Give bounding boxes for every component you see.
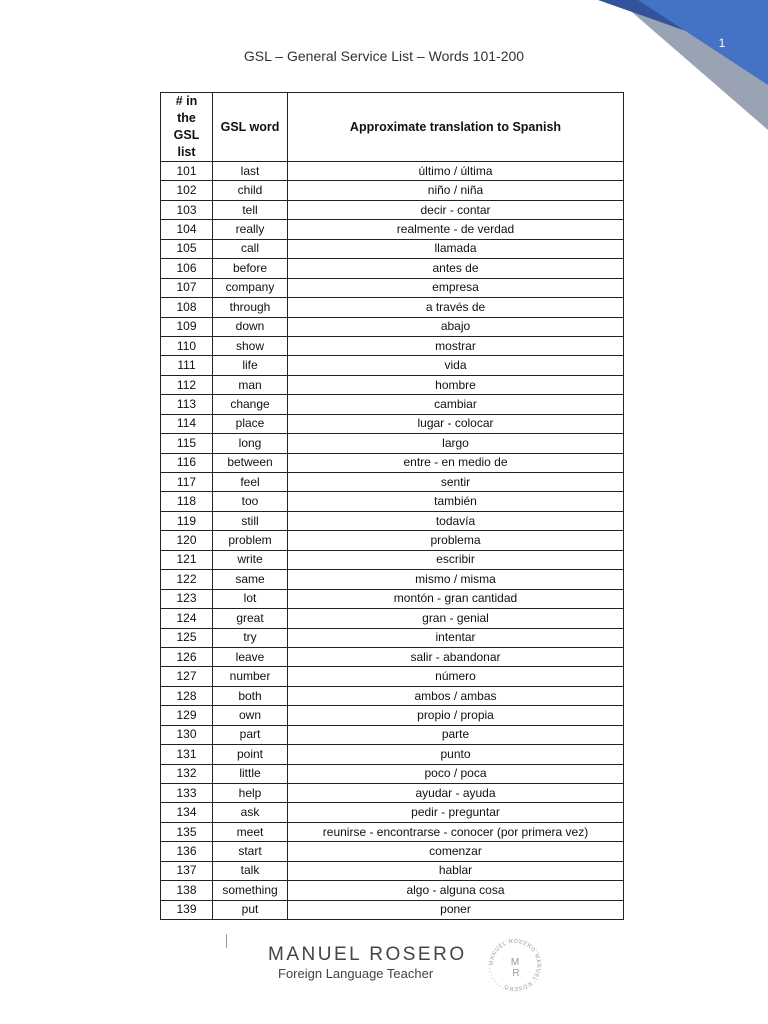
- table-row: [161, 434, 624, 453]
- cell-word: long: [213, 434, 288, 453]
- cell-word: same: [213, 570, 288, 589]
- cell-word: help: [213, 784, 288, 803]
- cell-translation: cambiar: [288, 395, 624, 414]
- cell-word: place: [213, 414, 288, 433]
- cell-number: 102: [161, 181, 213, 200]
- cell-translation: niño / niña: [288, 181, 624, 200]
- cell-word: talk: [213, 861, 288, 880]
- cell-word: ask: [213, 803, 288, 822]
- cell-number: 121: [161, 550, 213, 569]
- cell-translation: poner: [288, 900, 624, 919]
- header-translation: Approximate translation to Spanish: [288, 93, 624, 162]
- table-row: [161, 473, 624, 492]
- cell-translation: intentar: [288, 628, 624, 647]
- cell-number: 116: [161, 453, 213, 472]
- cell-number: 114: [161, 414, 213, 433]
- cell-word: between: [213, 453, 288, 472]
- cell-translation: salir - abandonar: [288, 647, 624, 666]
- cell-number: 104: [161, 220, 213, 239]
- cell-number: 133: [161, 784, 213, 803]
- author-name: MANUEL ROSERO: [268, 944, 467, 965]
- cell-number: 110: [161, 336, 213, 355]
- table-row: [161, 492, 624, 511]
- cell-word: still: [213, 511, 288, 530]
- cell-translation: gran - genial: [288, 609, 624, 628]
- table-row: [161, 375, 624, 394]
- cell-translation: antes de: [288, 259, 624, 278]
- cell-number: 134: [161, 803, 213, 822]
- cell-number: 123: [161, 589, 213, 608]
- table-row: [161, 259, 624, 278]
- header-word: GSL word: [213, 93, 288, 162]
- cell-word: start: [213, 842, 288, 861]
- page-number: 1: [718, 36, 726, 50]
- cell-word: really: [213, 220, 288, 239]
- cell-number: 106: [161, 259, 213, 278]
- cell-translation: largo: [288, 434, 624, 453]
- table-row: [161, 317, 624, 336]
- table-row: [161, 842, 624, 861]
- cell-word: point: [213, 745, 288, 764]
- cell-number: 130: [161, 725, 213, 744]
- table-row: [161, 550, 624, 569]
- cell-number: 125: [161, 628, 213, 647]
- author-seal-logo: [487, 937, 543, 993]
- cell-number: 117: [161, 473, 213, 492]
- table-row: [161, 764, 624, 783]
- table-row: [161, 298, 624, 317]
- cell-number: 129: [161, 706, 213, 725]
- table-row: [161, 647, 624, 666]
- table-row: [161, 822, 624, 841]
- cell-translation: hombre: [288, 375, 624, 394]
- table-row: [161, 511, 624, 530]
- cell-word: call: [213, 239, 288, 258]
- cell-translation: hablar: [288, 861, 624, 880]
- cell-translation: abajo: [288, 317, 624, 336]
- table-row: [161, 162, 624, 181]
- cell-word: child: [213, 181, 288, 200]
- table-row: [161, 881, 624, 900]
- table-row: [161, 745, 624, 764]
- cell-word: life: [213, 356, 288, 375]
- cell-number: 127: [161, 667, 213, 686]
- cell-word: tell: [213, 200, 288, 219]
- cell-number: 115: [161, 434, 213, 453]
- table-row: [161, 239, 624, 258]
- table-row: [161, 628, 624, 647]
- table-row: [161, 686, 624, 705]
- cell-word: own: [213, 706, 288, 725]
- table-row: [161, 356, 624, 375]
- table-row: [161, 609, 624, 628]
- cell-number: 135: [161, 822, 213, 841]
- svg-text:R: R: [512, 968, 520, 979]
- cell-translation: también: [288, 492, 624, 511]
- cell-number: 139: [161, 900, 213, 919]
- cell-translation: todavía: [288, 511, 624, 530]
- cell-number: 101: [161, 162, 213, 181]
- cell-translation: ambos / ambas: [288, 686, 624, 705]
- cell-word: both: [213, 686, 288, 705]
- cell-number: 122: [161, 570, 213, 589]
- cell-word: company: [213, 278, 288, 297]
- cell-translation: poco / poca: [288, 764, 624, 783]
- header-number: # in the GSL list: [161, 93, 213, 162]
- table-row: [161, 336, 624, 355]
- cell-translation: ayudar - ayuda: [288, 784, 624, 803]
- cell-number: 103: [161, 200, 213, 219]
- cell-translation: empresa: [288, 278, 624, 297]
- author-role: Foreign Language Teacher: [278, 966, 434, 981]
- cell-number: 109: [161, 317, 213, 336]
- table-row: [161, 395, 624, 414]
- cell-word: problem: [213, 531, 288, 550]
- table-header-row: [161, 93, 624, 162]
- cell-translation: a través de: [288, 298, 624, 317]
- cell-word: write: [213, 550, 288, 569]
- cell-translation: vida: [288, 356, 624, 375]
- cell-word: number: [213, 667, 288, 686]
- svg-text:MANUEL ROSERO MANUEL ROSERO: MANUEL ROSERO MANUEL ROSERO: [488, 938, 542, 992]
- cell-number: 119: [161, 511, 213, 530]
- table-row: [161, 803, 624, 822]
- svg-text:M: M: [510, 957, 520, 968]
- cell-word: try: [213, 628, 288, 647]
- cell-translation: llamada: [288, 239, 624, 258]
- gsl-word-table: [160, 92, 624, 920]
- cell-word: last: [213, 162, 288, 181]
- cell-number: 107: [161, 278, 213, 297]
- cell-word: something: [213, 881, 288, 900]
- table-row: [161, 784, 624, 803]
- cell-number: 111: [161, 356, 213, 375]
- footer-divider: [226, 934, 227, 948]
- cell-word: before: [213, 259, 288, 278]
- cell-number: 126: [161, 647, 213, 666]
- cell-word: lot: [213, 589, 288, 608]
- cell-translation: decir - contar: [288, 200, 624, 219]
- table-row: [161, 589, 624, 608]
- cell-number: 138: [161, 881, 213, 900]
- table-row: [161, 900, 624, 919]
- table-row: [161, 570, 624, 589]
- cell-translation: propio / propia: [288, 706, 624, 725]
- cell-word: too: [213, 492, 288, 511]
- cell-number: 120: [161, 531, 213, 550]
- cell-word: meet: [213, 822, 288, 841]
- cell-word: feel: [213, 473, 288, 492]
- cell-word: show: [213, 336, 288, 355]
- cell-number: 124: [161, 609, 213, 628]
- cell-word: through: [213, 298, 288, 317]
- table-row: [161, 453, 624, 472]
- cell-translation: parte: [288, 725, 624, 744]
- cell-number: 112: [161, 375, 213, 394]
- cell-number: 118: [161, 492, 213, 511]
- cell-translation: algo - alguna cosa: [288, 881, 624, 900]
- cell-word: man: [213, 375, 288, 394]
- table-row: [161, 181, 624, 200]
- cell-translation: montón - gran cantidad: [288, 589, 624, 608]
- table-row: [161, 725, 624, 744]
- cell-number: 131: [161, 745, 213, 764]
- cell-number: 105: [161, 239, 213, 258]
- table-row: [161, 861, 624, 880]
- cell-translation: sentir: [288, 473, 624, 492]
- cell-translation: problema: [288, 531, 624, 550]
- table-row: [161, 220, 624, 239]
- cell-word: put: [213, 900, 288, 919]
- cell-translation: lugar - colocar: [288, 414, 624, 433]
- cell-translation: comenzar: [288, 842, 624, 861]
- cell-number: 108: [161, 298, 213, 317]
- cell-number: 137: [161, 861, 213, 880]
- cell-translation: entre - en medio de: [288, 453, 624, 472]
- cell-word: leave: [213, 647, 288, 666]
- cell-number: 136: [161, 842, 213, 861]
- cell-number: 113: [161, 395, 213, 414]
- table-row: [161, 531, 624, 550]
- document-title: GSL – General Service List – Words 101-200: [243, 48, 525, 64]
- cell-word: great: [213, 609, 288, 628]
- cell-word: change: [213, 395, 288, 414]
- table-row: [161, 414, 624, 433]
- cell-translation: punto: [288, 745, 624, 764]
- cell-translation: realmente - de verdad: [288, 220, 624, 239]
- table-row: [161, 200, 624, 219]
- cell-translation: mostrar: [288, 336, 624, 355]
- cell-translation: número: [288, 667, 624, 686]
- cell-number: 128: [161, 686, 213, 705]
- cell-word: part: [213, 725, 288, 744]
- cell-word: down: [213, 317, 288, 336]
- cell-translation: escribir: [288, 550, 624, 569]
- cell-translation: pedir - preguntar: [288, 803, 624, 822]
- cell-translation: último / última: [288, 162, 624, 181]
- cell-number: 132: [161, 764, 213, 783]
- table-row: [161, 667, 624, 686]
- table-row: [161, 278, 624, 297]
- table-row: [161, 706, 624, 725]
- cell-word: little: [213, 764, 288, 783]
- cell-translation: reunirse - encontrarse - conocer (por primera vez): [288, 822, 624, 841]
- cell-translation: mismo / misma: [288, 570, 624, 589]
